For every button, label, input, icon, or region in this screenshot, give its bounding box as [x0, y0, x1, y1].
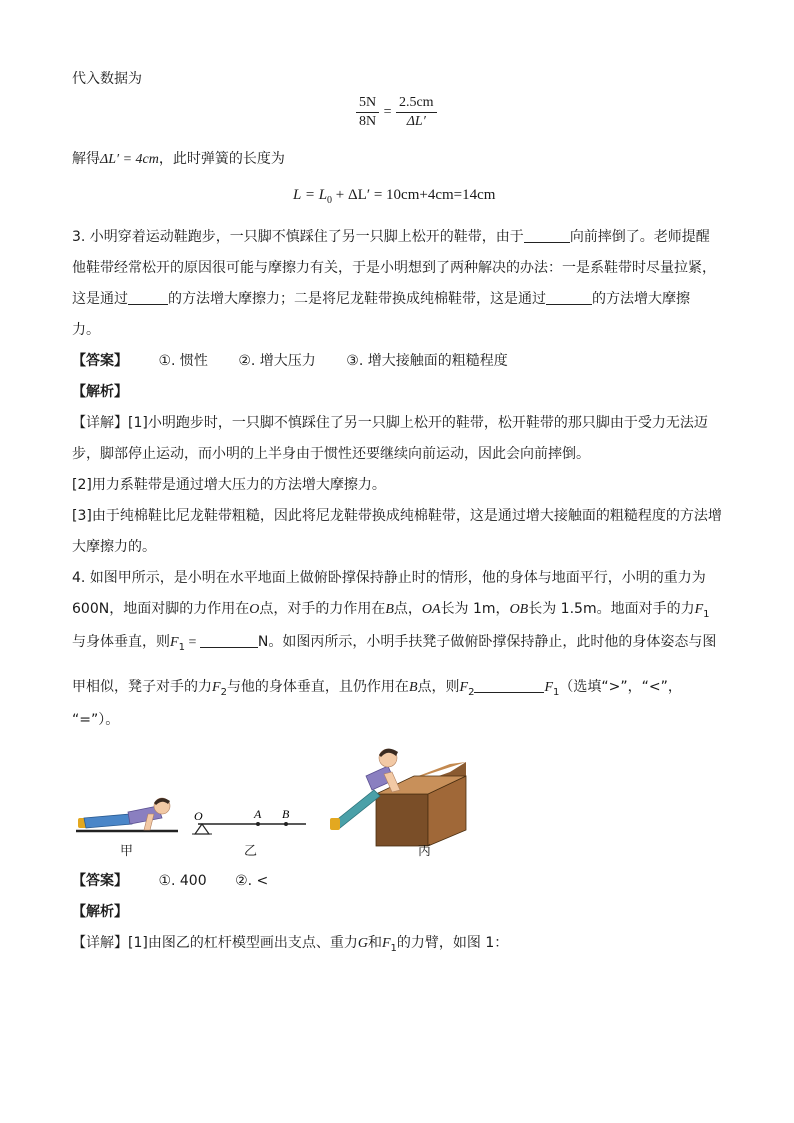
question-3-line1: 3. 小明穿着运动鞋跑步，一只脚不慎踩住了另一只脚上松开的鞋带，由于 向前摔倒了。老师提醒	[72, 229, 710, 245]
caption-bing: 丙	[418, 844, 432, 859]
analysis-3-detail-5: 大摩擦力的。	[72, 539, 156, 555]
question-4-line1: 4. 如图甲所示，是小明在水平地面上做俯卧撑保持静止时的情形，他的身体与地面平行，小明的重力为	[72, 570, 706, 586]
analysis-4-detail-1: 【详解】[1]由图乙的杠杆模型画出支点、重力G和$F_1$的力臂，如图 1：	[72, 935, 509, 954]
question-3-line3: 这是通过 的方法增大摩擦力；二是将尼龙鞋带换成纯棉鞋带，这是通过 的方法增大摩擦	[72, 291, 690, 307]
analysis-3-detail-4: [3]由于纯棉鞋比尼龙鞋带粗糙，因此将尼龙鞋带换成纯棉鞋带，这是通过增大接触面的粗糙程度的方法增	[72, 508, 722, 524]
equation-ratio: $\frac{5N}{8N}$ = $\frac{2.5cm}{\Delta L'}$	[356, 94, 437, 131]
analysis-3-label: 【解析】	[72, 384, 128, 400]
answer-blank[interactable]	[524, 228, 570, 243]
answer-blank[interactable]	[200, 633, 258, 648]
question-3-line2: 他鞋带经常松开的原因很可能与摩擦力有关，于是小明想到了两种解决的办法：一是系鞋带时尽量拉紧，	[72, 260, 716, 276]
equation-length: $L = L_0 + \Delta L' = 10cm+4cm=14cm$	[293, 187, 496, 206]
caption-jia: 甲	[120, 844, 134, 859]
question-3-line4: 力。	[72, 322, 100, 338]
answer-blank[interactable]	[474, 678, 544, 693]
question-4-line3: 与身体垂直，则$F_1 = N$。如图丙所示，小明手扶凳子做俯卧撑保持静止，此时他的身体姿态与图	[72, 634, 717, 653]
figure-yi-lever	[192, 807, 306, 834]
answer-3: 【答案】 ①. 惯性 ②. 增大压力 ③. 增大接触面的粗糙程度	[72, 353, 508, 369]
figure-jia-pushup	[76, 798, 178, 831]
answer-4: 【答案】 ①. 400 ②. <	[72, 873, 269, 889]
analysis-3-detail-1: 【详解】[1]小明跑步时，一只脚不慎踩住了另一只脚上松开的鞋带，松开鞋带的那只脚由于受力无法迈	[72, 415, 708, 431]
intro-text: 代入数据为	[72, 71, 142, 87]
point-B-label: B	[282, 807, 290, 821]
question-4-line2: 600N，地面对脚的力作用在O点，对手的力作用在B点，OA长为 1m，OB长为 1.5m。地面对手的力$F_1$	[72, 601, 710, 620]
answer-blank[interactable]	[128, 290, 168, 305]
answer-blank[interactable]	[546, 290, 592, 305]
caption-yi: 乙	[244, 844, 258, 859]
question-4-line5: “=”）。	[72, 712, 120, 728]
question-4-line4: 甲相似，凳子对手的力$F_2$与他的身体垂直，且仍作用在B点，则$F_2$ $F_1$（选填“>”，“<”，	[72, 679, 682, 698]
solve-text: 解得ΔL′ = 4cm，此时弹簧的长度为	[72, 151, 285, 167]
figure-bing-stool	[330, 749, 466, 846]
point-O-label: O	[194, 809, 203, 823]
analysis-4-label: 【解析】	[72, 904, 128, 920]
analysis-3-detail-2: 步，脚部停止运动，而小明的上半身由于惯性还要继续向前运动，因此会向前摔倒。	[72, 446, 590, 462]
point-A-label: A	[254, 807, 262, 821]
analysis-3-detail-3: [2]用力系鞋带是通过增大压力的方法增大摩擦力。	[72, 477, 386, 493]
